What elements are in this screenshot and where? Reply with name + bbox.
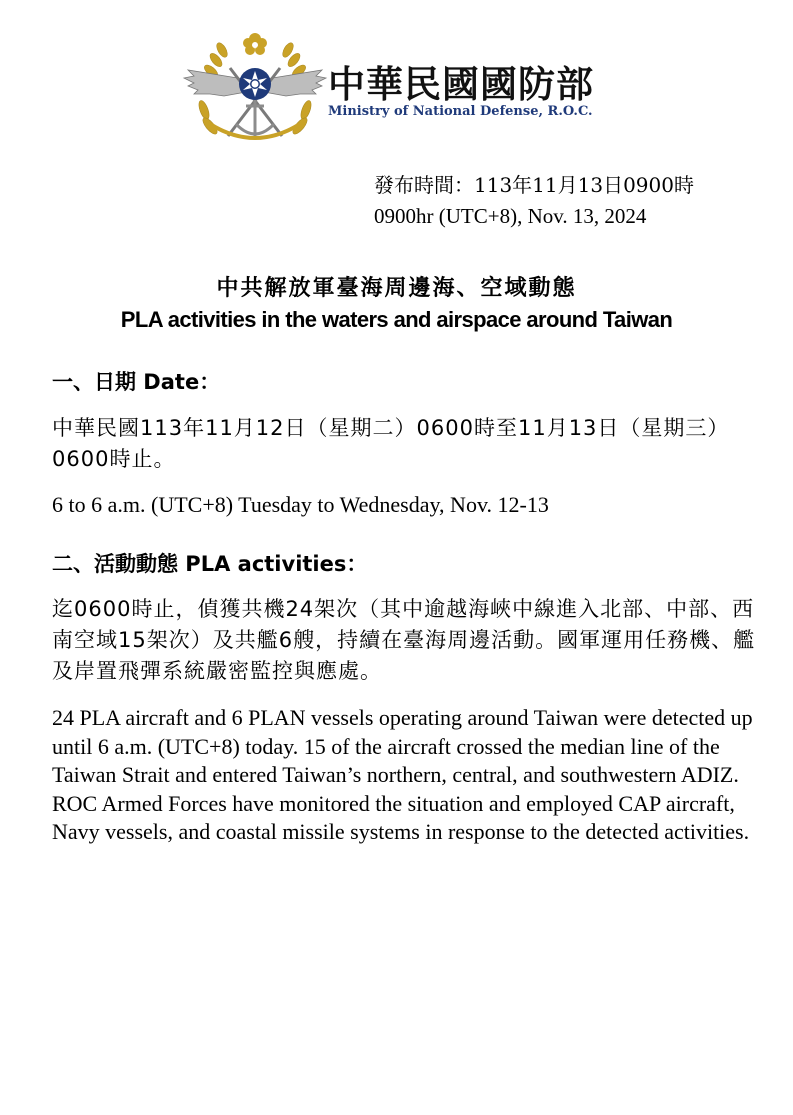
- section-date-heading: 一、日期 Date：: [52, 370, 221, 394]
- section-activities-heading: 二、活動動態 PLA activities：: [52, 552, 368, 576]
- ministry-emblem-icon: [180, 28, 330, 148]
- document-title: [0, 272, 793, 336]
- release-time-chinese: 發布時間：113年11月13日0900時: [374, 173, 694, 197]
- section-activities-body-english: 24 PLA aircraft and 6 PLAN vessels operating around Taiwan were detected up until 6 a.m. (UTC+8) today. 15 of the aircraft crossed the median line of the Taiwan Strait and entered Taiwan’s northern, central, and southwestern ADIZ. ROC Armed Forces have monitored the situation and employed CAP aircraft, Navy vessels, and coastal missile systems in response to the detected activities.: [52, 705, 753, 844]
- release-time: [374, 170, 694, 232]
- release-time-english: 0900hr (UTC+8), Nov. 13, 2024: [374, 204, 647, 228]
- section-date-body-english: 6 to 6 a.m. (UTC+8) Tuesday to Wednesday, Nov. 12-13: [52, 492, 549, 517]
- title-english: PLA activities in the waters and airspace around Taiwan: [120, 307, 673, 332]
- title-chinese: 中共解放軍臺海周邊海、空域動態: [216, 275, 577, 301]
- ministry-name-chinese: 中華民國國防部: [328, 63, 594, 106]
- section-date-body-chinese: 中華民國113年11月12日（星期二）0600時至11月13日（星期三）0600時止。: [52, 416, 730, 471]
- header: [180, 28, 640, 148]
- ministry-name-english: Ministry of National Defense, R.O.C.: [328, 104, 593, 119]
- section-activities-body-chinese: 迄0600時止，偵獲共機24架次（其中逾越海峽中線進入北部、中部、西南空域15架次）及共艦6艘，持續在臺海周邊活動。國軍運用任務機、艦及岸置飛彈系統嚴密監控與應處。: [52, 597, 756, 683]
